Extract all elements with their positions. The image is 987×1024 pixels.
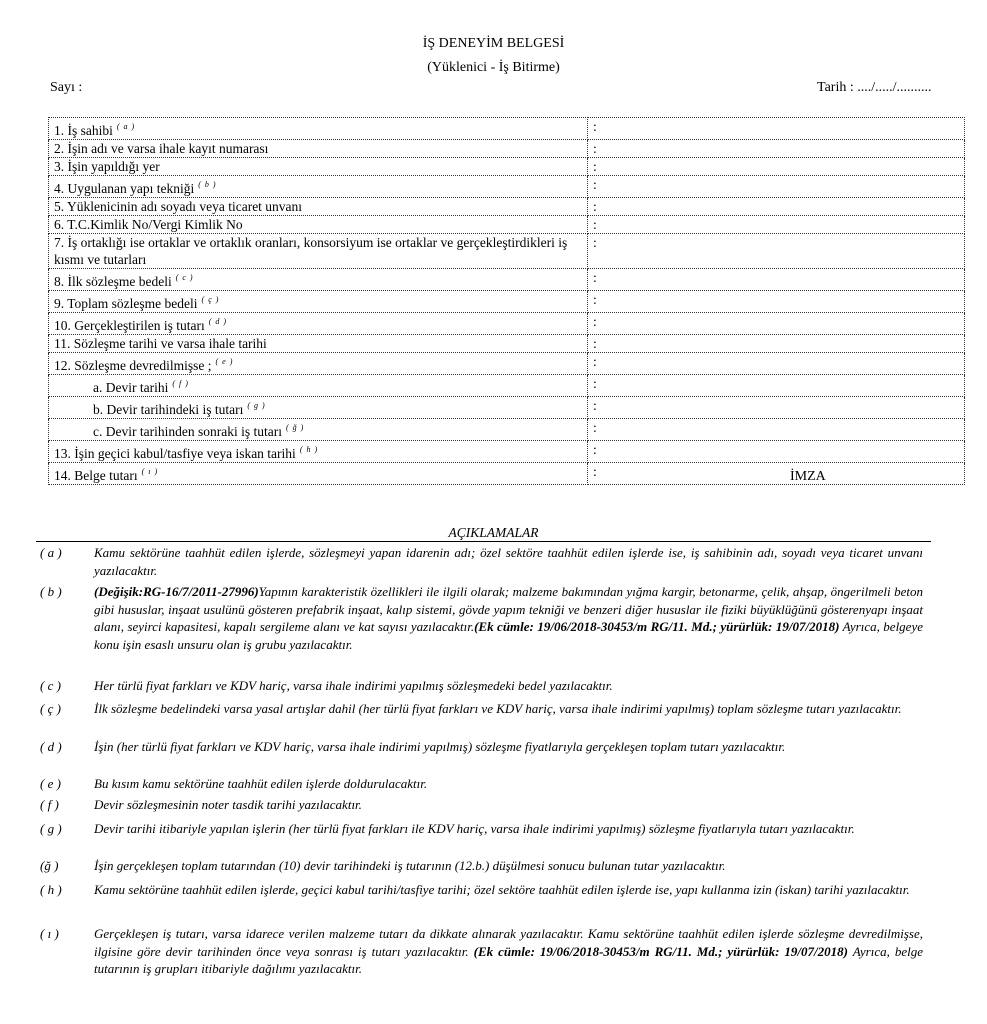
value-field[interactable]: : [588,118,965,140]
row-label-text: 1. İş sahibi [54,123,113,138]
value-field[interactable]: : [588,375,965,397]
table-row [49,313,965,335]
note-text: Kamu sektörüne taahhüt edilen işlerde, sözleşmeyi yapan idarenin adı; özel sektöre taahhüt edilen işlerde ise, iş sahibinin adı, soyadı veya ticaret unvanı yazılacaktır. [94,545,923,578]
table-row [49,291,965,313]
row-label [49,419,588,441]
row-label-text: 2. İşin adı ve varsa ihale kayıt numarası [54,141,269,156]
table-row [49,463,965,485]
row-label-text: 10. Gerçekleştirilen iş tutarı [54,318,205,333]
value-field[interactable]: : [588,140,965,158]
row-label [49,198,588,216]
table-row [49,375,965,397]
note-text: Her türlü fiyat farkları ve KDV hariç, varsa ihale indirimi yapılmış sözleşmedeki bedel yazılacaktır. [94,678,613,693]
note-label: (ğ ) [40,858,59,873]
note-label: ( g ) [40,821,62,836]
footnote-mark: ( b ) [198,180,217,189]
row-label [49,335,588,353]
footnote-mark: ( c ) [175,273,194,282]
footnote-mark: ( d ) [208,317,228,326]
note-label: ( c ) [40,678,61,693]
value-field[interactable]: : [588,335,965,353]
row-label-text: 3. İşin yapıldığı yer [54,159,160,174]
table-row [49,176,965,198]
value-field[interactable]: : [588,291,965,313]
value-field[interactable]: : [588,158,965,176]
note-label: ( h ) [40,882,62,897]
table-row [49,216,965,234]
footnote-mark: ( g ) [247,401,266,410]
table-row [49,419,965,441]
row-label-text: a. Devir tarihi [93,380,169,395]
table-row [49,269,965,291]
value-field[interactable]: : [588,234,965,269]
value-field[interactable]: : [588,463,965,485]
footnote-mark: ( ğ ) [285,423,305,432]
table-row [49,158,965,176]
note-text: Devir tarihi itibariyle yapılan işlerin (her türlü fiyat farkları ile KDV hariç, varsa ihale indirimi yapılmış) sözleşme fiyatlarıyla tutarı yazılacaktır. [94,821,855,836]
row-label [49,176,588,198]
value-field[interactable]: : [588,441,965,463]
note-label: ( ı ) [40,926,59,941]
table-row [49,234,965,269]
row-label [49,140,588,158]
signature-label: İMZA [790,469,826,484]
footnote-mark: ( ı ) [141,467,159,476]
document-subtitle: (Yüklenici - İş Bitirme) [427,60,560,75]
row-label-text: b. Devir tarihindeki iş tutarı [93,402,244,417]
value-field[interactable]: : [588,176,965,198]
value-field[interactable]: : [588,397,965,419]
table-row [49,353,965,375]
note-text: Kamu sektörüne taahhüt edilen işlerde, geçici kabul tarihi/tasfiye tarihi; özel sektöre taahhüt edilen işlerde ise, yapı kullanma izin (iskan) tarihi yazılacaktır. [94,882,910,897]
row-label [49,397,588,419]
amendment-ref: (Ek cümle: 19/06/2018-30453/m RG/11. Md.; yürürlük: 19/07/2018) [473,943,848,959]
note-text: (Değişik:RG-16/7/2011-27996)Yapının karakteristik özellikleri ile ilgili olarak; malzeme bakımından yığma kargir, betonarme, çelik, ahşap, öngerilmeli beton gibi hususlar, inşaat usulünü gösteren prefabrik inşaat, kalıp sistemi, gövde yapım tekniği ve benzeri diğer hususlar ile fiziki büyüklüğünü gösterenyapı inşaat alanı, seyirci kapasitesi, kapalı sergileme alanı ve kat sayısı yazılacaktır.(Ek cümle: 19/06/2018-30453/m RG/11. Md.; yürürlük: 19/07/2018) Ayrıca, belgeye konu işin esaslı unsuru olan iş grubu yazılacaktır. [94,584,923,652]
footnote-mark: ( f ) [172,379,189,388]
row-label [49,158,588,176]
note-label: ( d ) [40,739,62,754]
row-label [49,353,588,375]
row-label-text: 13. İşin geçici kabul/tasfiye veya iskan tarihi [54,446,296,461]
row-label [49,118,588,140]
note-text: İşin gerçekleşen toplam tutarından (10) devir tarihindeki iş tutarının (12.b.) düşülmesi sonucu bulunan tutar yazılacaktır. [94,858,726,873]
table-row [49,397,965,419]
row-label [49,441,588,463]
row-label-text: 5. Yüklenicinin adı soyadı veya ticaret unvanı [54,199,303,214]
value-field[interactable]: : [588,313,965,335]
note-label: ( a ) [40,545,62,560]
amendment-ref: (Ek cümle: 19/06/2018-30453/m RG/11. Md.; yürürlük: 19/07/2018) [474,619,840,634]
row-label [49,234,588,269]
note-text: Gerçekleşen iş tutarı, varsa idarece verilen malzeme tutarı da dikkate alınarak yazılacaktır. Kamu sektörüne taahhüt edilen işlerde sözleşme devredilmişse, ilgisine göre devir tarihinden önce veya sonrası iş tutarı yazılacaktır. (Ek cümle: 19/06/2018-30453/m RG/11. Md.; yürürlük: 19/07/2018) Ayrıca, belge tutarının iş grupları itibariyle dağılımı yazılacaktır. [94,926,923,976]
row-label [49,313,588,335]
table-row [49,335,965,353]
row-label [49,291,588,313]
row-label [49,375,588,397]
note-label: ( e ) [40,776,61,791]
note-label: ( ç ) [40,701,61,716]
row-label-text: 6. T.C.Kimlik No/Vergi Kimlik No [54,217,243,232]
row-label [49,269,588,291]
document-title: İŞ DENEYİM BELGESİ [422,36,565,51]
note-text: İşin (her türlü fiyat farkları ve KDV hariç, varsa ihale indirimi yapılmış) sözleşme fiyatlarıyla gerçekleşen toplam tutarı yazılacaktır. [94,739,786,754]
row-label [49,463,588,485]
row-label-text: 4. Uygulanan yapı tekniği [54,181,195,196]
table-row [49,118,965,140]
note-text: Bu kısım kamu sektörüne taahhüt edilen işlerde doldurulacaktır. [94,776,428,791]
amendment-ref: (Değişik:RG-16/7/2011-27996) [94,584,259,599]
note-text: İlk sözleşme bedelindeki varsa yasal artışlar dahil (her türlü fiyat farkları ve KDV hariç, varsa ihale indirimi yapılmış) toplam sözleşme tutarı yazılacaktır. [94,701,902,716]
row-label-text: 11. Sözleşme tarihi ve varsa ihale tarihi [54,336,267,351]
value-field[interactable]: : [588,419,965,441]
notes-title: AÇIKLAMALAR [448,525,539,540]
row-label-text: 12. Sözleşme devredilmişse ; [54,358,212,373]
notes-divider [36,541,931,542]
tarih-label: Tarih : ..../...../.......... [817,80,932,95]
table-row [49,441,965,463]
footnote-mark: ( a ) [116,122,136,131]
value-field[interactable]: : [588,269,965,291]
footnote-mark: ( h ) [299,445,319,454]
footnote-mark: ( ç ) [201,295,220,304]
value-field[interactable]: : [588,216,965,234]
note-label: ( b ) [40,584,62,599]
table-row [49,140,965,158]
value-field[interactable]: : [588,353,965,375]
table-row [49,198,965,216]
note-label: ( f ) [40,797,59,812]
footnote-mark: ( e ) [215,357,234,366]
row-label-text: 7. İş ortaklığı ise ortaklar ve ortaklık oranları, konsorsiyum ise ortaklar ve gerçekleştirdikleri iş kısmı ve tutarları [54,235,568,267]
row-label-text: c. Devir tarihinden sonraki iş tutarı [93,424,282,439]
row-label-text: 8. İlk sözleşme bedeli [54,274,172,289]
row-label-text: 14. Belge tutarı [54,468,138,483]
note-text: Devir sözleşmesinin noter tasdik tarihi yazılacaktır. [94,797,362,812]
sayi-label: Sayı : [50,80,83,95]
info-table [48,117,965,485]
value-field[interactable]: : [588,198,965,216]
row-label-text: 9. Toplam sözleşme bedeli [54,296,198,311]
row-label [49,216,588,234]
